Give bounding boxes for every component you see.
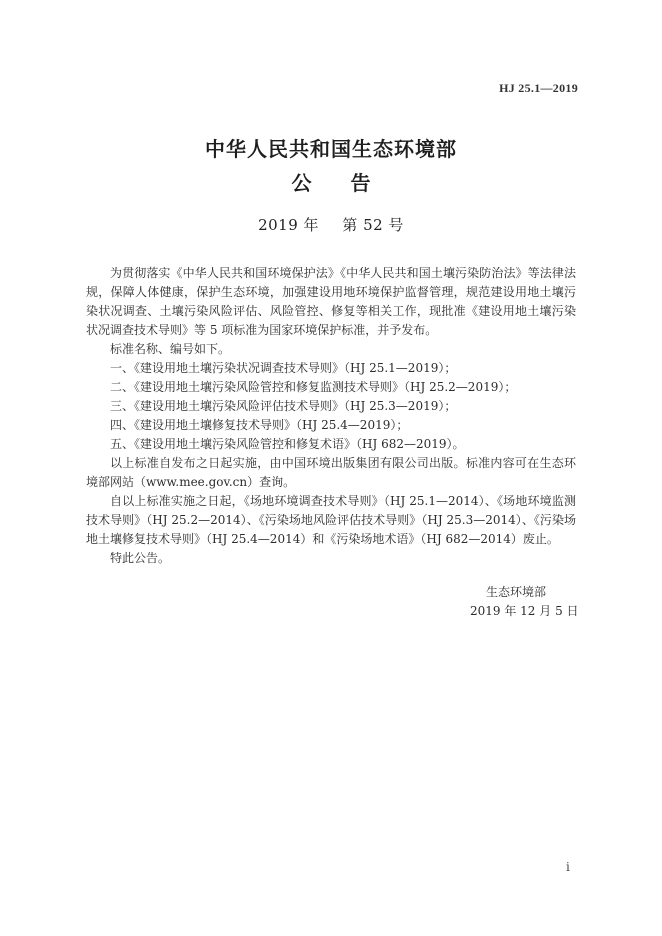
signature-block	[470, 583, 610, 621]
implementation-paragraph: 以上标准自发布之日起实施，由中国环境出版集团有限公司出版。标准内容可在生态环境部网站（www.mee.gov.cn）查询。	[86, 456, 576, 489]
standard-item: 三、《建设用地土壤污染风险评估技术导则》（HJ 25.3—2019）；	[110, 399, 457, 413]
list-intro: 标准名称、编号如下。	[110, 342, 231, 356]
repeal-paragraph: 自以上标准实施之日起，《场地环境调查技术导则》（HJ 25.1—2014）、《场地环境监测技术导则》（HJ 25.2—2014）、《污染场地风险评估技术导则》（HJ 25.3—2014）、《污染场地土壤修复技术导则》（HJ 25.4—2014）和《污染场地术语》（HJ 682—2014）废止。	[86, 494, 576, 546]
announcement-body	[86, 264, 576, 568]
issue-year: 2019 年	[258, 216, 320, 234]
standard-code: HJ 25.1—2019	[499, 81, 578, 95]
document-title: 中华人民共和国生态环境部	[205, 137, 457, 161]
standard-item: 四、《建设用地土壤修复技术导则》（HJ 25.4—2019）；	[110, 418, 409, 432]
page-number: i	[566, 860, 570, 874]
standard-item: 五、《建设用地土壤污染风险管控和修复术语》（HJ 682—2019）。	[110, 437, 465, 451]
closing-line: 特此公告。	[110, 551, 171, 565]
intro-paragraph: 为贯彻落实《中华人民共和国环境保护法》《中华人民共和国土壤污染防治法》等法律法规，保障人体健康，保护生态环境，加强建设用地环境保护监督管理，规范建设用地土壤污染状况调查、土壤污染风险评估、风险管控、修复等相关工作，现批准《建设用地土壤污染状况调查技术导则》等 5 项标准为国家环境保护标准，并予发布。	[86, 266, 576, 337]
standard-item: 二、《建设用地土壤污染风险管控和修复监测技术导则》（HJ 25.2—2019）；	[110, 380, 517, 394]
document-subtitle: 公 告	[291, 171, 387, 195]
issue-number: 第 52 号	[342, 216, 404, 234]
standard-item: 一、《建设用地土壤污染状况调查技术导则》（HJ 25.1—2019）；	[110, 361, 457, 375]
issue-line	[0, 214, 662, 235]
signature-org: 生态环境部	[486, 585, 547, 599]
signature-date: 2019 年 12 月 5 日	[470, 604, 579, 618]
